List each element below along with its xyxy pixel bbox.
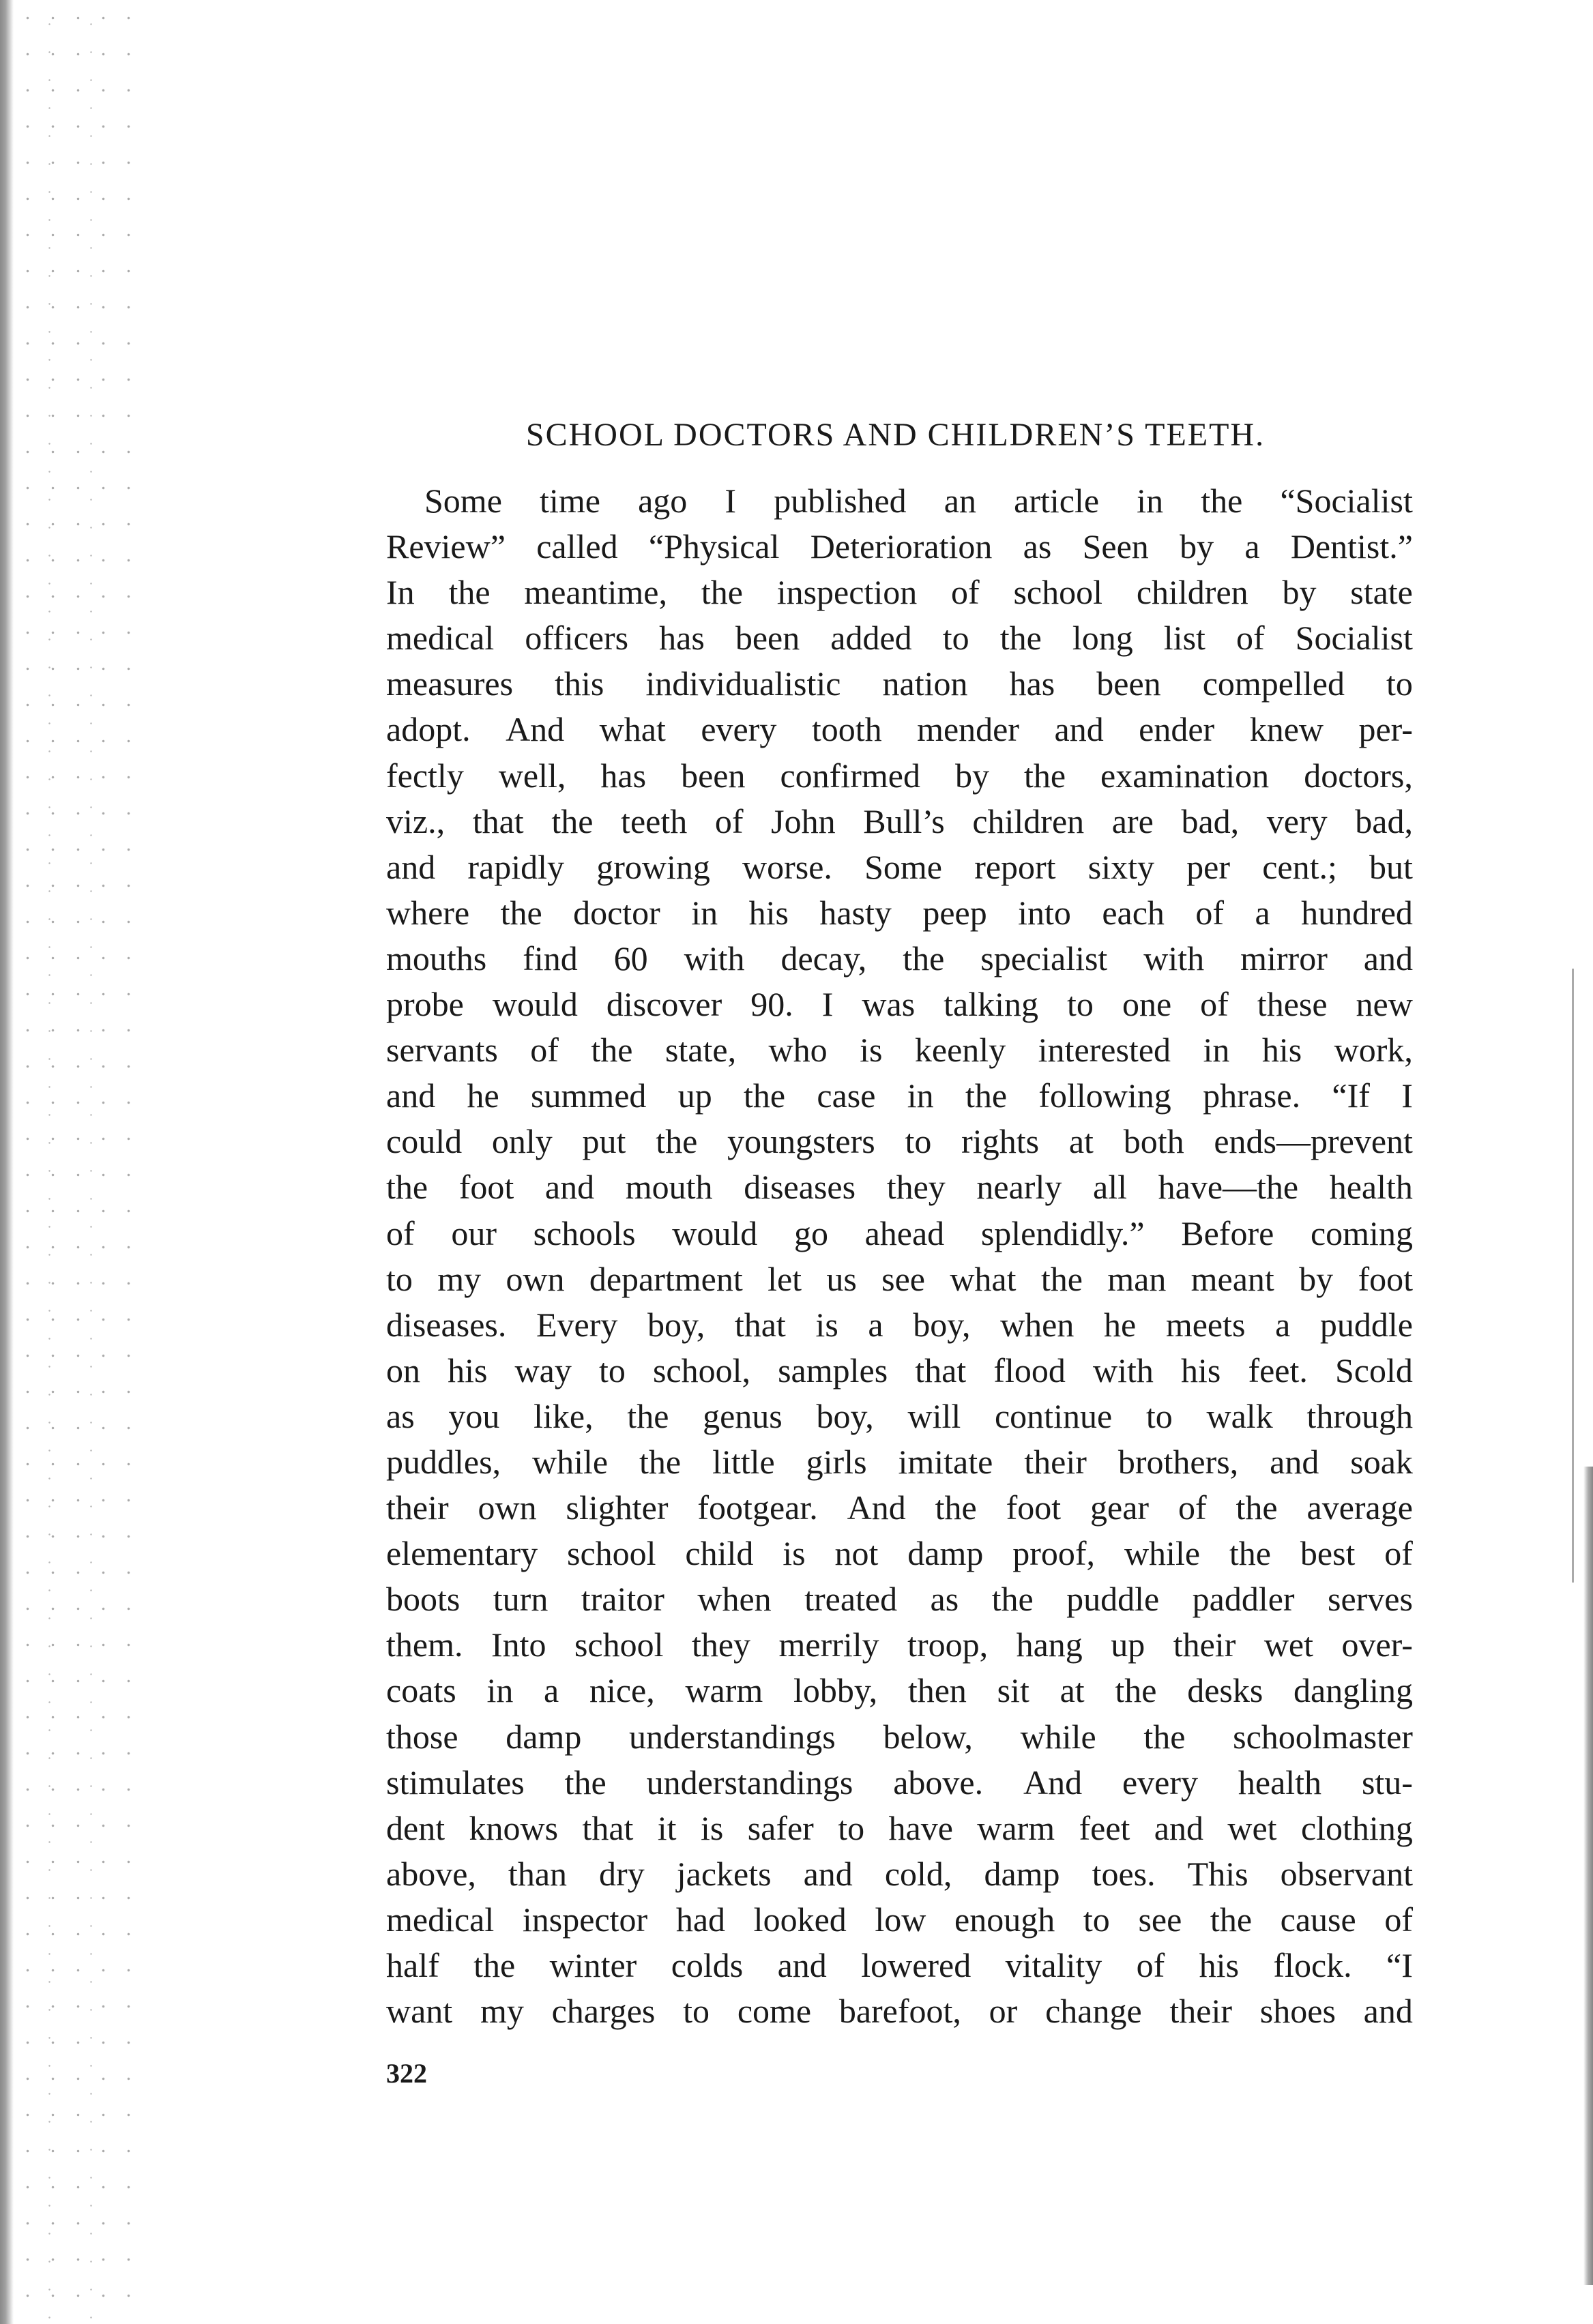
text-line: above, than dry jackets and cold, damp toes. This observant bbox=[386, 1854, 1413, 1893]
text-line: want my charges to come barefoot, or change their shoes and bbox=[386, 1992, 1413, 2031]
scan-line-right bbox=[1572, 969, 1574, 1583]
text-line: In the meantime, the inspection of school children by state bbox=[386, 573, 1413, 612]
text-line: medical officers has been added to the long list of Socialist bbox=[386, 619, 1413, 658]
text-line: those damp understandings below, while the schoolmaster bbox=[386, 1717, 1413, 1756]
scan-binding-edge-right bbox=[1583, 1467, 1593, 2285]
text-line: adopt. And what every tooth mender and ender knew per- bbox=[386, 710, 1413, 749]
text-line: where the doctor in his hasty peep into each of a hundred bbox=[386, 893, 1413, 932]
scan-binding-edge-left bbox=[0, 0, 14, 2324]
text-line: mouths find 60 with decay, the specialist with mirror and bbox=[386, 939, 1413, 977]
text-line: coats in a nice, warm lobby, then sit at the desks dangling bbox=[386, 1671, 1413, 1710]
page-number: 322 bbox=[386, 2058, 427, 2089]
chapter-title: SCHOOL DOCTORS AND CHILDREN’S TEETH. bbox=[525, 417, 1266, 453]
text-line: and rapidly growing worse. Some report sixty per cent.; but bbox=[386, 847, 1413, 886]
text-line: servants of the state, who is keenly interested in his work, bbox=[386, 1031, 1413, 1070]
text-line: Some time ago I published an article in the “Socialist bbox=[424, 482, 1413, 520]
text-line: Review” called “Physical Deterioration as Seen by a Dentist.” bbox=[386, 527, 1413, 566]
text-line: their own slighter footgear. And the foot gear of the average bbox=[386, 1488, 1413, 1527]
text-line: probe would discover 90. I was talking to one of these new bbox=[386, 985, 1413, 1024]
text-line: measures this individualistic nation has been compelled to bbox=[386, 664, 1413, 703]
body-text bbox=[386, 478, 1413, 2034]
text-line: the foot and mouth diseases they nearly all have—the health bbox=[386, 1168, 1413, 1207]
text-line: boots turn traitor when treated as the puddle paddler serves bbox=[386, 1580, 1413, 1619]
text-line: on his way to school, samples that flood with his feet. Scold bbox=[386, 1351, 1413, 1389]
text-line: of our schools would go ahead splendidly.” Before coming bbox=[386, 1214, 1413, 1252]
text-line: medical inspector had looked low enough to see the cause of bbox=[386, 1900, 1413, 1939]
text-line: elementary school child is not damp proof, while the best of bbox=[386, 1534, 1413, 1573]
text-line: them. Into school they merrily troop, hang up their wet over- bbox=[386, 1626, 1413, 1664]
text-line: half the winter colds and lowered vitality of his flock. “I bbox=[386, 1946, 1413, 1984]
scan-noise-left bbox=[15, 0, 131, 2324]
text-line: dent knows that it is safer to have warm feet and wet clothing bbox=[386, 1808, 1413, 1847]
text-line: diseases. Every boy, that is a boy, when he meets a puddle bbox=[386, 1305, 1413, 1344]
text-line: viz., that the teeth of John Bull’s children are bad, very bad, bbox=[386, 801, 1413, 840]
book-page bbox=[386, 416, 1413, 2089]
text-line: to my own department let us see what the man meant by foot bbox=[386, 1259, 1413, 1298]
text-line: puddles, while the little girls imitate their brothers, and soak bbox=[386, 1442, 1413, 1481]
text-line: could only put the youngsters to rights at both ends—prevent bbox=[386, 1122, 1413, 1161]
text-line: and he summed up the case in the following phrase. “If I bbox=[386, 1076, 1413, 1115]
text-line: fectly well, has been confirmed by the examination doctors, bbox=[386, 756, 1413, 795]
text-line: as you like, the genus boy, will continue to walk through bbox=[386, 1396, 1413, 1435]
text-line: stimulates the understandings above. And every health stu- bbox=[386, 1763, 1413, 1801]
